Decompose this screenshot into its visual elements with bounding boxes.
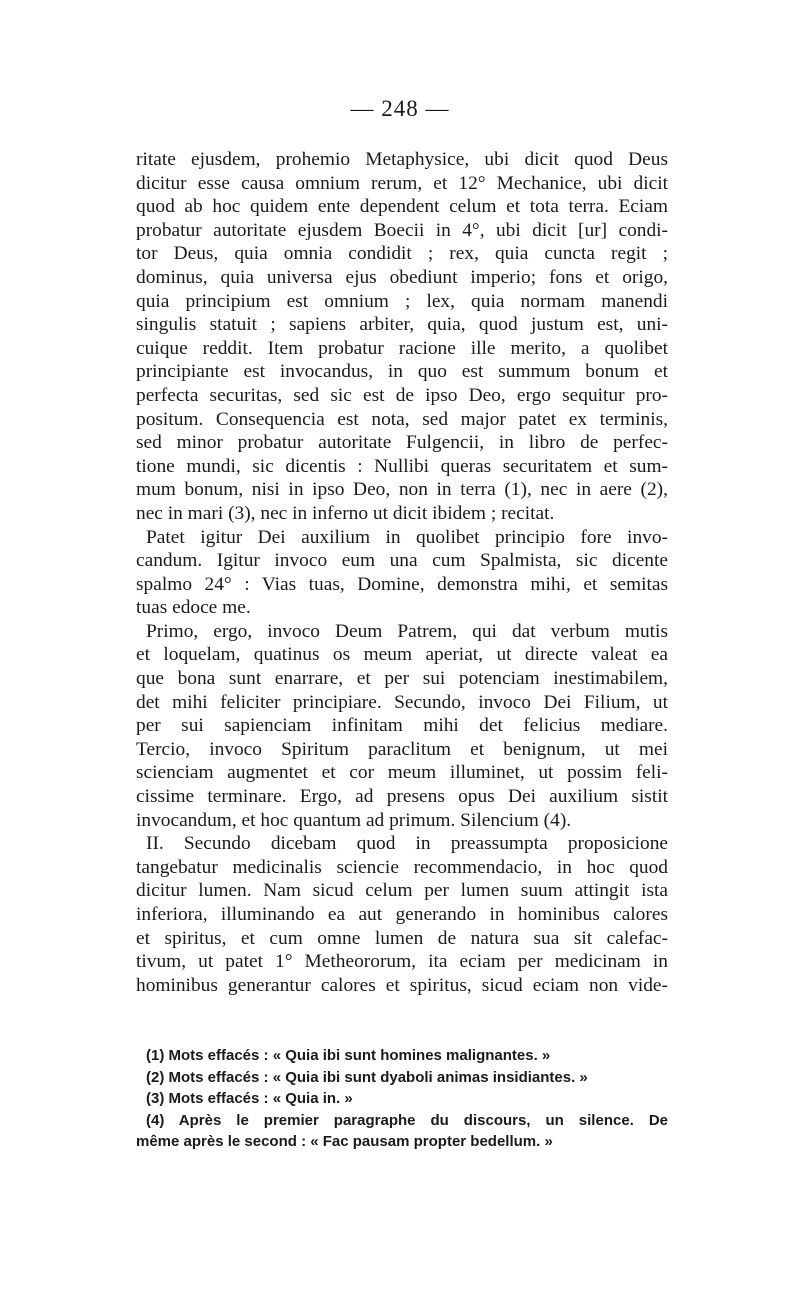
text-line: inferiora, illuminando ea aut generando in hominibus calores [136,904,668,925]
footnote: (3) Mots effacés : « Quia in. » [146,1090,353,1107]
text-line: Tercio, invoco Spiritum paraclitum et benignum, ut mei [136,738,668,760]
text-line: cuique reddit. Item probatur racione ille merito, a quolibet [136,337,668,359]
text-line: et spiritus, et cum omne lumen de natura sua sit calefac- [136,927,668,949]
text-line: hominibus generantur calores et spiritus, sicud eciam non vide- [136,974,668,996]
paragraph-start-line: Patet igitur Dei auxilium in quolibet principio fore invo- [146,526,668,548]
text-line: nec in mari (3), nec in inferno ut dicit ibidem ; recitat. [136,502,555,524]
text-line: et loquelam, quatinus os meum aperiat, ut directe valeat ea [136,644,668,666]
text-line: candum. Igitur invoco eum una cum Spalmista, sic dicente [136,550,668,572]
text-line: cissime terminare. Ergo, ad presens opus Dei auxilium sistit [136,786,668,808]
text-line: dicitur esse causa omnium rerum, et 12° Mechanice, ubi dicit [136,172,668,194]
text-line: scienciam augmentet et cor meum illuminet, ut possim feli- [136,762,668,784]
text-line: dominus, quia universa ejus obediunt imperio; fons et origo, [136,266,668,288]
text-line: tangebatur medicinalis sciencie recommendacio, in hoc quod [136,856,668,878]
text-line: quod ab hoc quidem ente dependent celum et tota terra. Eciam [136,196,668,218]
text-line: invocandum, et hoc quantum ad primum. Silencium (4). [136,809,572,831]
text-line: spalmo 24° : Vias tuas, Domine, demonstra mihi, et semitas [136,573,668,595]
text-line: per sui sapienciam infinitam mihi det felicius mediare. [136,715,668,737]
footnote: (1) Mots effacés : « Quia ibi sunt homines malignantes. » [146,1047,551,1064]
text-line: perfecta securitas, sed sic est de ipso Deo, ergo sequitur pro- [136,384,668,406]
paragraph-start-line: Primo, ergo, invoco Deum Patrem, qui dat verbum mutis [146,620,668,642]
text-line: positum. Consequencia est nota, sed major patet ex terminis, [136,408,668,430]
text-line: singulis statuit ; sapiens arbiter, quia, quod justum est, uni- [136,314,668,336]
text-line: tuas edoce me. [136,597,251,619]
text-line: probatur autoritate ejusdem Boecii in 4°, ubi dicit [ur] condi- [136,219,668,241]
footnote: (4) Après le premier paragraphe du discours, un silence. De [146,1111,668,1129]
text-line: quia principium est omnium ; lex, quia normam manendi [136,290,668,312]
text-line: det mihi feliciter principiare. Secundo, invoco Dei Filium, ut [136,691,668,713]
footnotes [136,1045,668,1153]
text-line: que bona sunt enarrare, et per sui potenciam inestimabilem, [136,668,668,690]
text-line: tor Deus, quia omnia condidit ; rex, quia cuncta regit ; [136,243,668,265]
page-number: — 248 — [350,96,450,121]
footnote-continuation: même après le second : « Fac pausam propter bedellum. » [136,1133,553,1150]
text-line: tivum, ut patet 1° Metheororum, ita eciam per medicinam in [136,951,668,973]
footnote: (2) Mots effacés : « Quia ibi sunt dyaboli animas insidiantes. » [146,1068,588,1086]
text-line: principiante est invocandus, in quo est summum bonum et [136,361,668,383]
text-line: dicitur lumen. Nam sicud celum per lumen suum attingit ista [136,880,668,902]
text-line: ritate ejusdem, prohemio Metaphysice, ubi dicit quod Deus [136,149,668,170]
text-line: sed minor probatur autoritate Fulgencii, in libro de perfec- [136,432,668,454]
text-line: mum bonum, nisi in ipso Deo, non in terra (1), nec in aere (2), [136,479,668,501]
text-line: tione mundi, sic dicentis : Nullibi queras securitatem et sum- [136,455,668,477]
paragraph-start-line: II. Secundo dicebam quod in preassumpta proposicione [146,833,668,855]
body-text [136,148,668,997]
